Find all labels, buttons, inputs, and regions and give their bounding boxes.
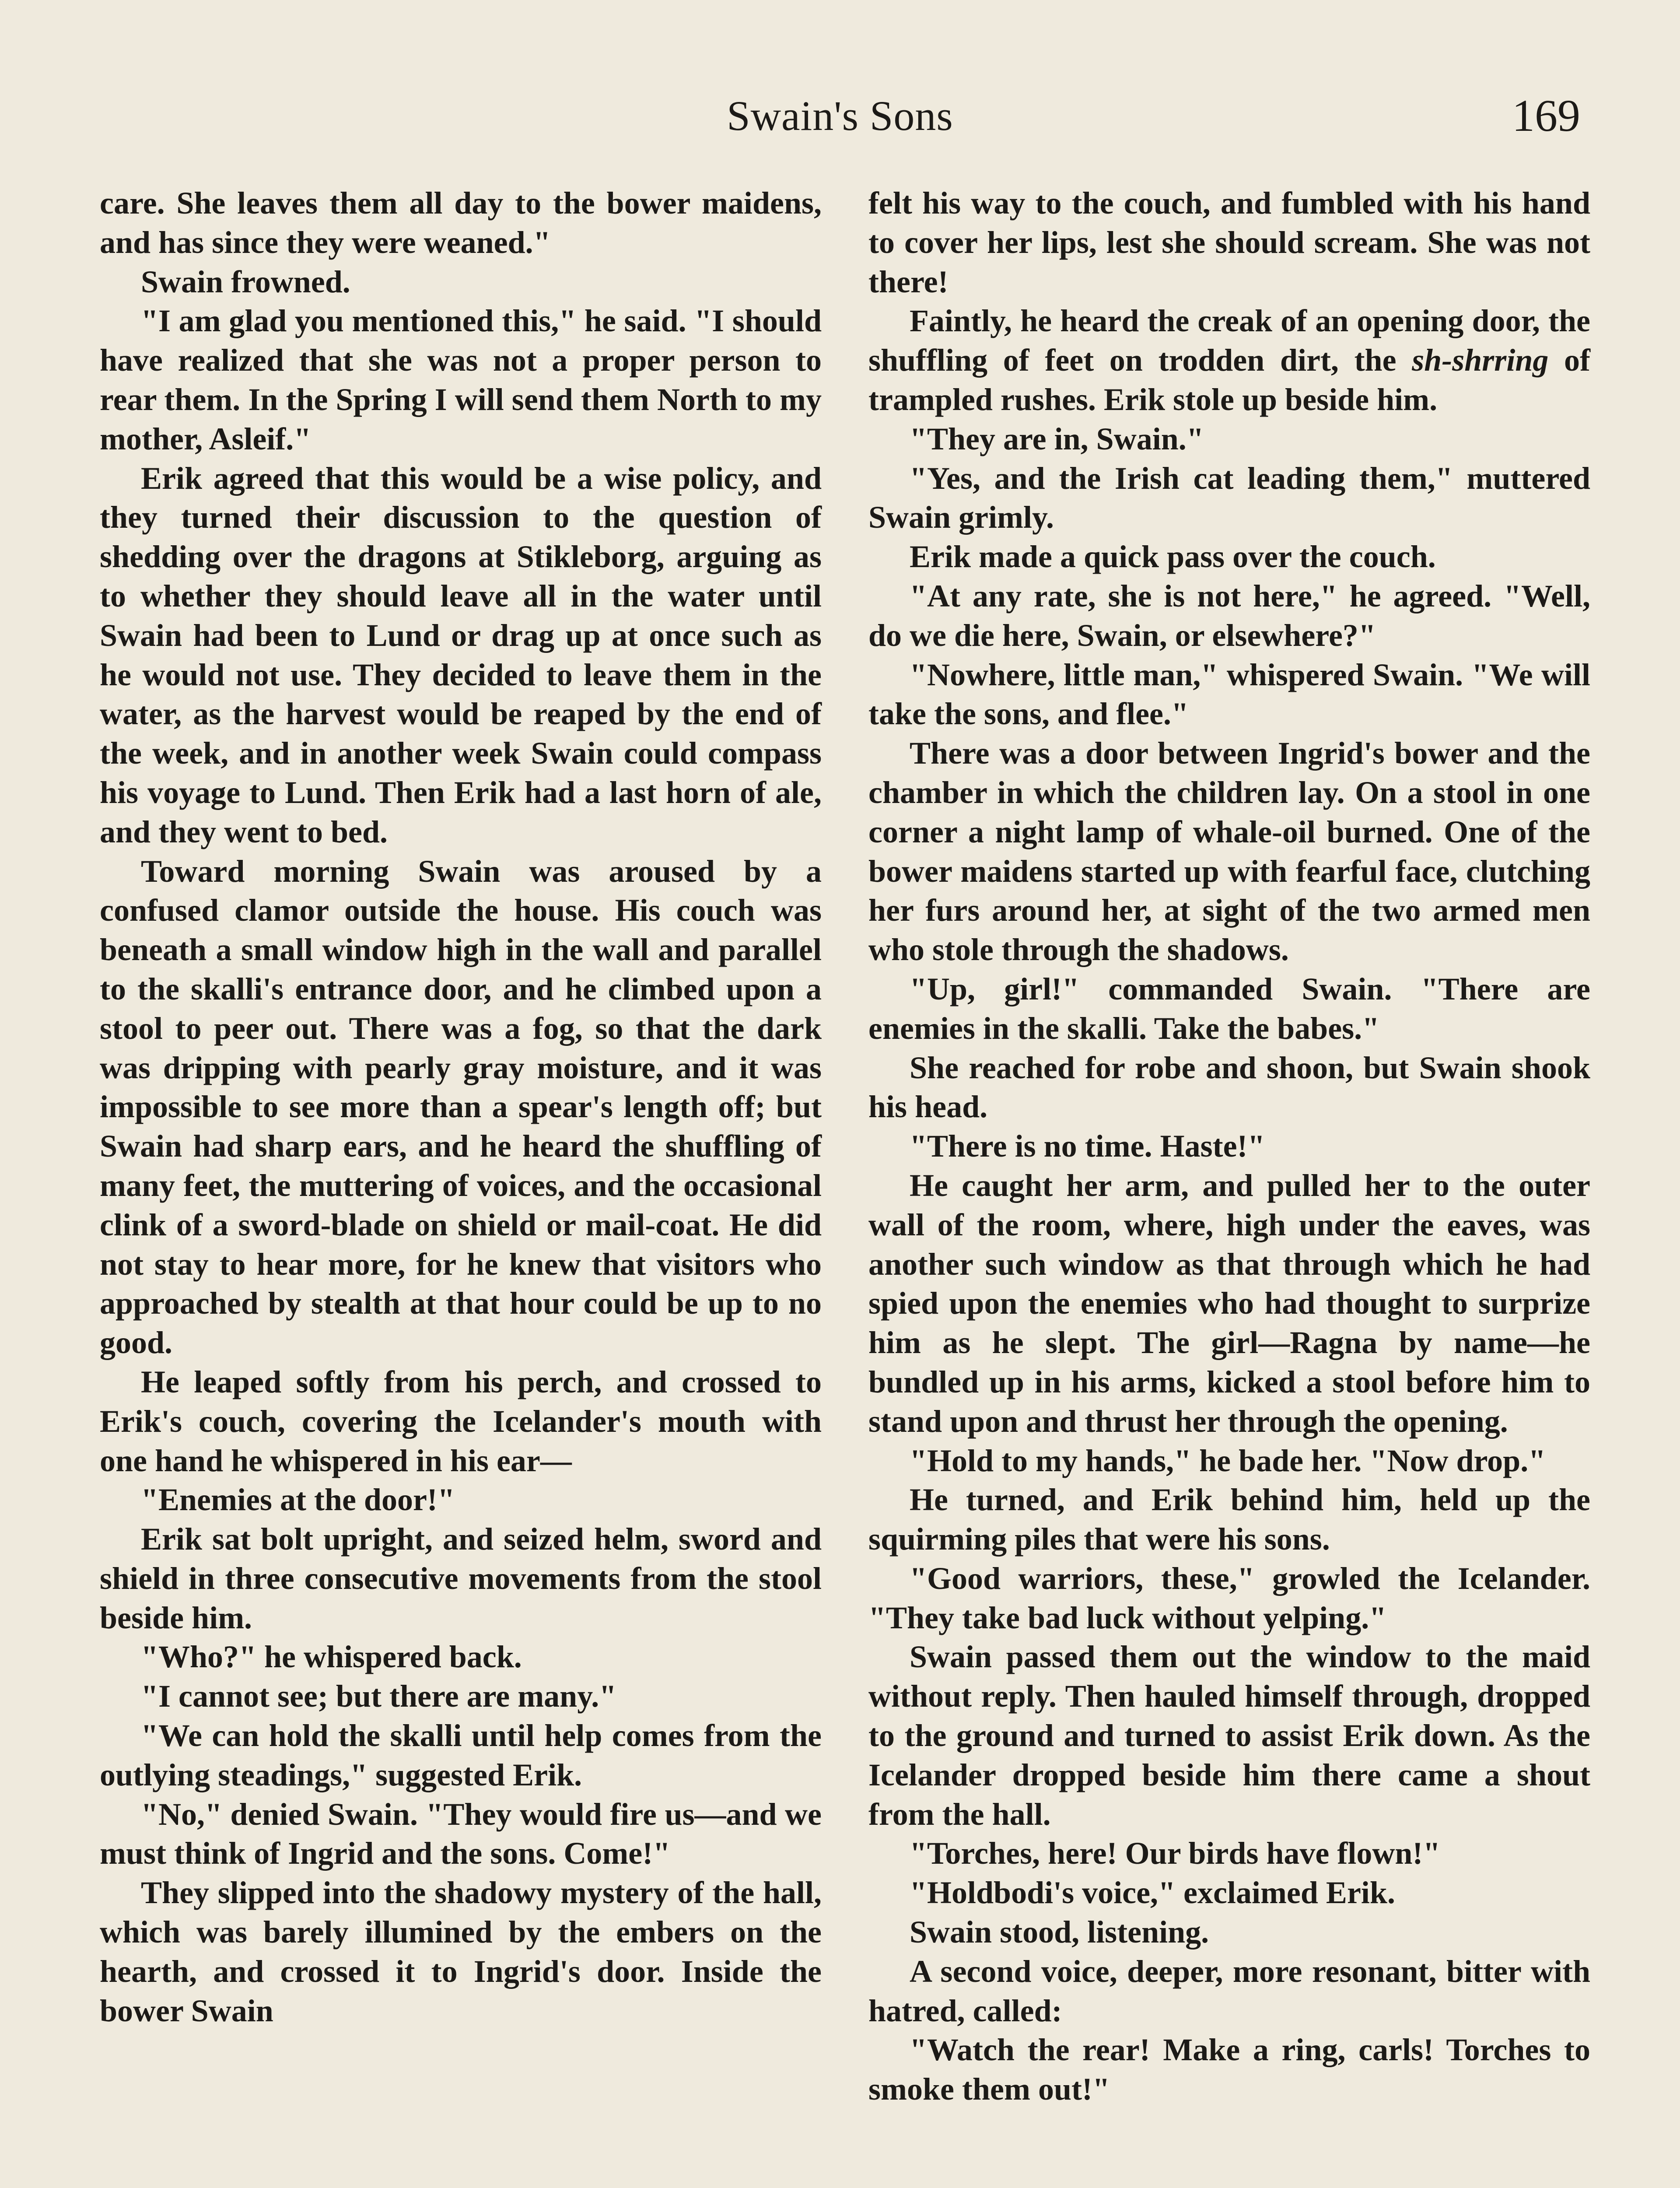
paragraph: They slipped into the shadowy mystery of the hall, which was barely illumined by the embers on the hearth, and crossed it to Ingrid's door. Inside the bower Swain xyxy=(100,1875,822,2028)
paragraph: "At any rate, she is not here," he agreed. "Well, do we die here, Swain, or elsewhere?" xyxy=(868,578,1590,653)
paragraph: Swain passed them out the window to the maid without reply. Then hauled himself through, dropped to the ground and turned to assist Erik down. As the Icelander dropped beside him there came a shout from the hall. xyxy=(868,1639,1590,1832)
paragraph: She reached for robe and shoon, but Swain shook his head. xyxy=(868,1050,1590,1125)
paragraph: "Torches, here! Our birds have flown!" xyxy=(910,1836,1441,1871)
paragraph: "Enemies at the door!" xyxy=(141,1482,455,1518)
paragraph: "I am glad you mentioned this," he said. "I should have realized that she was not a proper person to rear them. In the Spring I will send them North to my mother, Asleif." xyxy=(100,303,822,456)
paragraph: care. She leaves them all day to the bower maidens, and has since they were weaned." xyxy=(100,186,822,260)
paragraph: Erik sat bolt upright, and seized helm, sword and shield in three consecutive movements from the stool beside him. xyxy=(100,1522,822,1635)
paragraph: He caught her arm, and pulled her to the outer wall of the room, where, high under the eaves, was another such window as that through which he had spied upon the enemies who had thought to surprize him as he slept. The girl—Ragna by name—he bundled up in his arms, kicked a stool before him to stand upon and thrust her through the opening. xyxy=(868,1168,1590,1439)
paragraph: "Up, girl!" commanded Swain. "There are enemies in the skalli. Take the babes." xyxy=(868,971,1590,1046)
paragraph: felt his way to the couch, and fumbled with his hand to cover her lips, lest she should scream. She was not there! xyxy=(868,186,1590,299)
paragraph: He leaped softly from his perch, and crossed to Erik's couch, covering the Icelander's mouth with one hand he whispered in his ear— xyxy=(100,1364,822,1478)
paragraph: "They are in, Swain." xyxy=(910,421,1204,456)
page-header xyxy=(100,83,1580,149)
paragraph: "Good warriors, these," growled the Icelander. "They take bad luck without yelping." xyxy=(868,1560,1590,1635)
paragraph: "We can hold the skalli until help comes from the outlying steadings," suggested Erik. xyxy=(100,1718,822,1792)
paragraph: Erik made a quick pass over the couch. xyxy=(910,539,1436,575)
paragraph: There was a door between Ingrid's bower and the chamber in which the children lay. On a stool in one corner a night lamp of whale-oil burned. One of the bower maidens started up with fearful face, clutching her furs around her, at sight of the two armed men who stole through the shadows. xyxy=(868,736,1590,968)
paragraph: "Watch the rear! Make a ring, carls! Torches to smoke them out!" xyxy=(868,2032,1590,2107)
paragraph: Swain stood, listening. xyxy=(910,1914,1209,1950)
paragraph xyxy=(868,302,1590,419)
running-title: Swain's Sons xyxy=(727,92,953,139)
paragraph: A second voice, deeper, more resonant, bitter with hatred, called: xyxy=(868,1953,1590,2028)
paragraph: He turned, and Erik behind him, held up the squirming piles that were his sons. xyxy=(868,1482,1590,1557)
left-column xyxy=(100,184,822,2030)
paragraph: "I cannot see; but there are many." xyxy=(141,1679,617,1714)
paragraph-text: Faintly, he heard the creak of an opening door, the shuffling of feet on trodden dirt, the xyxy=(868,303,1590,378)
page-number: 169 xyxy=(1512,91,1580,141)
italic-sound-word: sh-shrring xyxy=(1412,343,1549,378)
paragraph: "Holdbodi's voice," exclaimed Erik. xyxy=(910,1875,1395,1911)
paragraph: "There is no time. Haste!" xyxy=(910,1129,1265,1164)
paragraph: "Who?" he whispered back. xyxy=(141,1639,522,1675)
paragraph: "Yes, and the Irish cat leading them," muttered Swain grimly. xyxy=(868,460,1590,535)
paragraph: "Nowhere, little man," whispered Swain. "We will take the sons, and flee." xyxy=(868,657,1590,732)
right-column xyxy=(868,184,1590,2109)
paragraph: "No," denied Swain. "They would fire us—and we must think of Ingrid and the sons. Come!" xyxy=(100,1796,822,1871)
paragraph: Erik agreed that this would be a wise policy, and they turned their discussion to the question of shedding over the dragons at Stikleborg, arguing as to whether they should leave all in the water until Swain had been to Lund or drag up at once such as he would not use. They decided to leave them in the water, as the harvest would be reaped by the end of the week, and in another week Swain could compass his voyage to Lund. Then Erik had a last horn of ale, and they went to bed. xyxy=(100,460,822,849)
paragraph: Toward morning Swain was aroused by a confused clamor outside the house. His couch was beneath a small window high in the wall and parallel to the skalli's entrance door, and he climbed upon a stool to peer out. There was a fog, so that the dark was dripping with pearly gray moisture, and it was impossible to see more than a spear's length off; but Swain had sharp ears, and he heard the shuffling of many feet, the muttering of voices, and the occasional clink of a sword-blade on shield or mail-coat. He did not stay to hear more, for he knew that visitors who approached by stealth at that hour could be up to no good. xyxy=(100,853,822,1360)
paragraph: "Hold to my hands," he bade her. "Now drop." xyxy=(910,1443,1546,1478)
paragraph-text: of trampled rushes. Erik stole up beside him. xyxy=(868,343,1590,417)
paragraph: Swain frowned. xyxy=(141,264,350,299)
